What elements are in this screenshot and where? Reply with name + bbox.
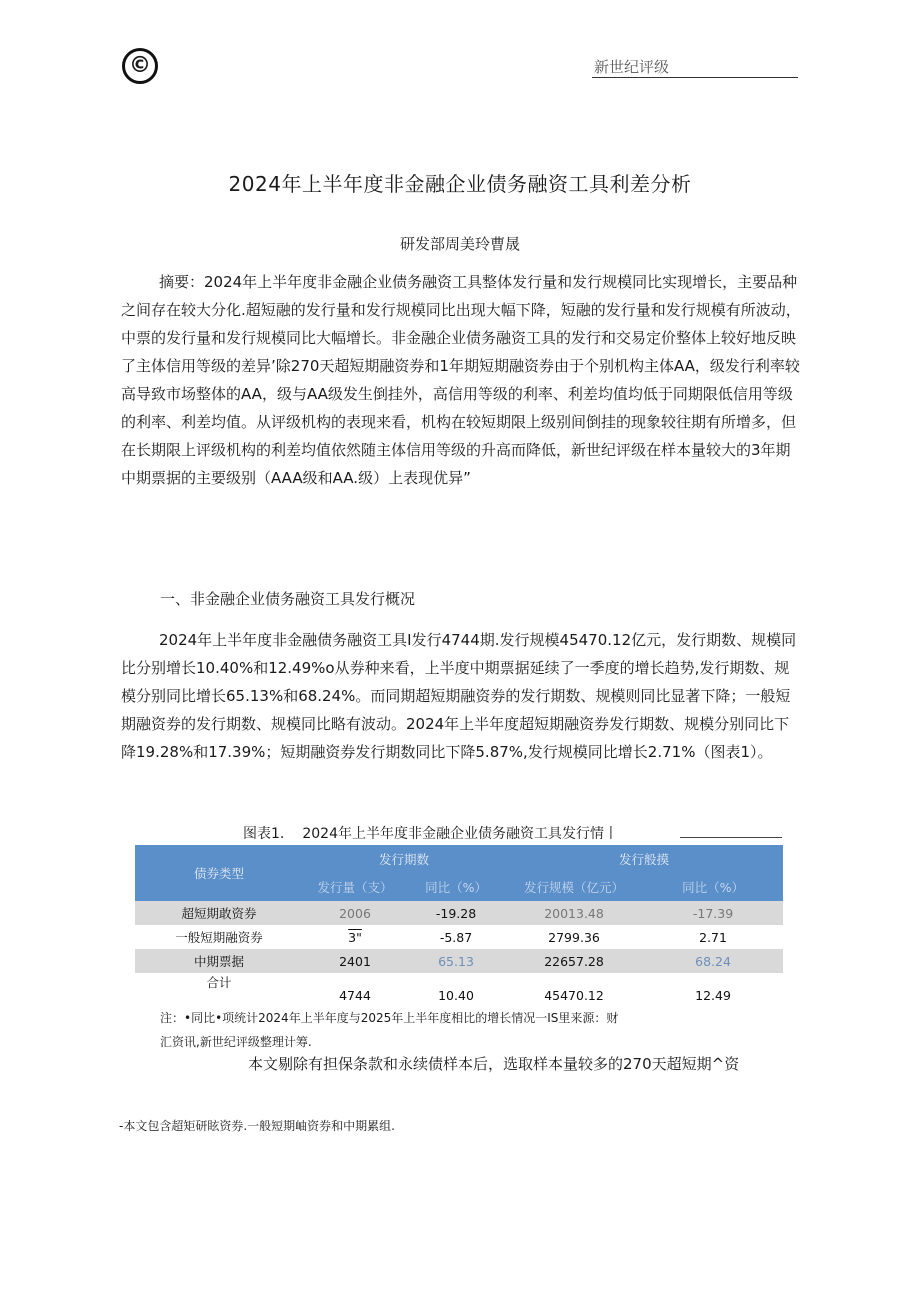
section-paragraph: 2024年上半年度非金融债务融资工具I发行4744期.发行规模45470.12亿元，发行期数、规模同比分别增长10.40%和12.49%o从券种来看，上半度中期票据延续了一季度的增长趋势,发行期数、规模分别同比增长65.13%和68.24%。而同期超短期融资券的发行期数、规模则同比显著下降；一般短期融资券的发行期数、规模同比略有波动。2024年上半年度超短期融资券发行期数、规模分别同比下降19.28%和17.39%；短期融资券发行期数同比下降5.87%,发行规模同比增长2.71%（图表1）。: [121, 631, 797, 761]
table-cell-scale: 45470.12: [544, 988, 604, 1003]
authors: 研发部周美玲曹晟: [399, 235, 520, 253]
table-cell-type: 超短期敢资券: [135, 901, 303, 925]
table-row: [135, 949, 783, 973]
table-header-type: 债券类型: [135, 845, 303, 901]
footnote: -本文包含超矩研眩资券.一般短期岫资券和中期累组.: [119, 1119, 395, 1133]
continuation-paragraph: 本文剔除有担保条款和永续债样本后，选取样本量较多的270天超短期^资: [248, 1055, 740, 1073]
issuance-table: [135, 845, 783, 1003]
table-cell-count-yoy: -5.87: [439, 929, 473, 945]
table-cell-scale-yoy: 68.24: [643, 949, 783, 973]
table-cell-scale: 22657.28: [505, 949, 643, 973]
caption-underline: [680, 837, 782, 838]
table-cell-scale-yoy: 12.49: [695, 988, 731, 1003]
table-cell-scale-yoy: -17.39: [643, 901, 783, 925]
figure-caption: [243, 823, 618, 843]
table-header-count-yoy: 同比（%）: [407, 873, 505, 901]
table-note-line: 注：•同比•项统计2024年上半年度与2025年上半年度相比的增长情况一IS里来源：财: [160, 1011, 619, 1025]
table-cell-type: 合计: [206, 975, 232, 990]
table-cell-scale: 2799.36: [548, 929, 600, 945]
table-header-scale-group: 发行般摸: [505, 845, 783, 873]
header-organization: 新世纪评级: [594, 58, 670, 76]
table-header-row: [135, 845, 783, 873]
page-title: 2024年上半年度非金融企业债务融资工具利差分析: [228, 172, 692, 196]
header-divider: [592, 77, 798, 78]
table-note-line: 汇资讯,新世纪评级整理计筹.: [160, 1035, 312, 1049]
table-cell-scale-yoy: 2.71: [699, 929, 727, 945]
table-row: [135, 925, 783, 949]
table-row: [135, 901, 783, 925]
table-cell-count: 3": [348, 929, 362, 945]
table-header-count-group: 发行期数: [303, 845, 505, 873]
table-header-scale: 发行规模（亿元）: [505, 873, 643, 901]
table-cell-count-yoy: -19.28: [407, 901, 505, 925]
table-cell-count-yoy: 10.40: [438, 988, 474, 1003]
abstract-paragraph: 摘要：2024年上半年度非金融企业债务融资工具整体发行量和发行规模同比实现增长，主要品种之间存在较大分化.超短融的发行量和发行规模同比出现大幅下降，短融的发行量和发行规模有所波动，中票的发行量和发行规模同比大幅增长。非金融企业债务融资工具的发行和交易定价整体上较好地反映了主体信用等级的差异’除270天超短期融资券和1年期短期融资券由于个别机构主体AA，级发行利率较高导致市场整体的AA，级与AA级发生倒挂外，高信用等级的利率、利差均值均低于同期限低信用等级的利率、利差均值。从评级机构的表现来看，机构在较短期限上级别间倒挂的现象较往期有所增多，但在长期限上评级机构的利差均值依然随主体信用等级的升高而降低，新世纪评级在样本量较大的3年期中期票据的主要级别（AAA级和AA.级）上表现优异”: [121, 273, 801, 487]
table-cell-type: 一般短期融资券: [175, 930, 263, 945]
table-cell-count: 2006: [303, 901, 407, 925]
table-cell-count: 4744: [339, 988, 371, 1003]
table-cell-count: 2401: [303, 949, 407, 973]
table-cell-count-yoy: 65.13: [407, 949, 505, 973]
table-cell-scale: 20013.48: [505, 901, 643, 925]
table-header-scale-yoy: 同比（%）: [643, 873, 783, 901]
figure-title: 2024年上半年度非金融企业债务融资工具发行情丨: [302, 826, 618, 842]
section-heading: 一、非金融企业债务融资工具发行概况: [160, 590, 416, 608]
table-cell-type: 中期票据: [135, 949, 303, 973]
table-note: [160, 1006, 680, 1054]
table-header-count: 发行量（支）: [303, 873, 407, 901]
copyright-logo-icon: ©: [122, 48, 158, 84]
figure-label: 图表1.: [243, 826, 285, 842]
table-row-total: [135, 973, 783, 1003]
